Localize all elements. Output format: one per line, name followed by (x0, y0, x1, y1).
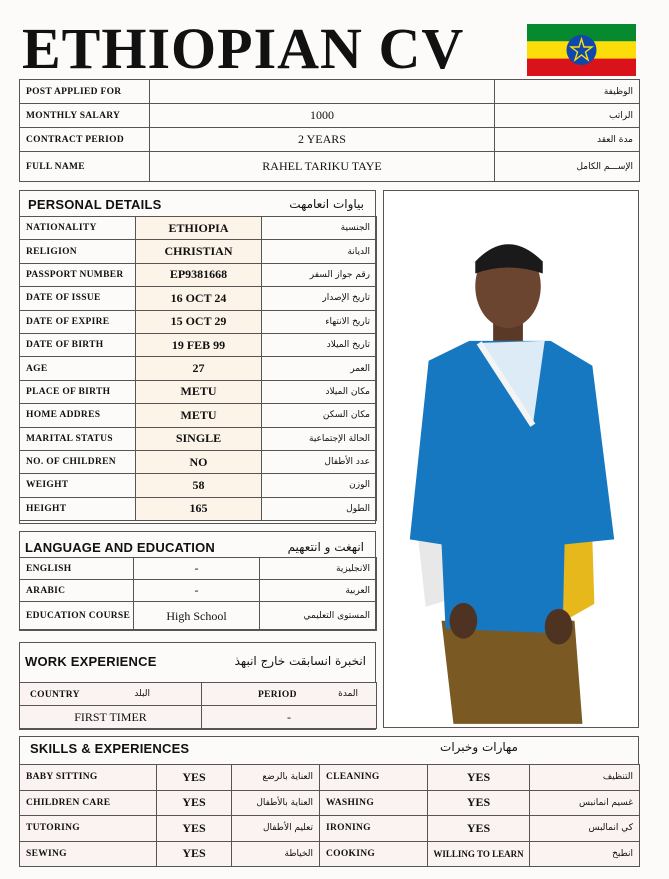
skill-right-label: WASHING (320, 790, 428, 816)
personal-row-value: SINGLE (136, 427, 262, 450)
personal-row-label-ar: مكان الميلاد (262, 380, 377, 403)
work-experience-heading: WORK EXPERIENCE (25, 654, 157, 669)
job-row-label: MONTHLY SALARY (20, 104, 150, 128)
personal-row-value: 27 (136, 357, 262, 380)
job-row (20, 80, 640, 104)
skill-right-label: IRONING (320, 816, 428, 842)
personal-row-label: DATE OF BIRTH (20, 333, 136, 356)
language-education-table (19, 557, 377, 631)
skill-right-label-ar: كي انمالبس (530, 816, 640, 842)
job-row-label-ar: مدة العقد (495, 128, 640, 152)
skill-left-label: TUTORING (20, 816, 157, 842)
personal-row-label: WEIGHT (20, 474, 136, 497)
personal-row (20, 240, 377, 263)
personal-row (20, 497, 377, 520)
personal-row (20, 404, 377, 427)
cv-title: ETHIOPIAN CV (22, 16, 465, 81)
personal-details-heading: PERSONAL DETAILS (28, 197, 162, 212)
personal-row-value: NO (136, 450, 262, 473)
job-row (20, 128, 640, 152)
period-label-ar: المدة (338, 688, 358, 699)
language-row-label: ARABIC (20, 580, 134, 602)
language-row (20, 580, 377, 602)
personal-row-label-ar: الحالة الإجتماعية (262, 427, 377, 450)
skill-left-value: YES (157, 816, 232, 842)
language-row-label: EDUCATION COURSE (20, 602, 134, 631)
personal-row-label-ar: رقم جواز السفر (262, 263, 377, 286)
personal-row-label: HOME ADDRES (20, 404, 136, 427)
personal-details-heading-ar: بياوات انعامهت (289, 197, 364, 211)
job-row-value (150, 80, 495, 104)
language-row-label-ar: المستوى التعليمي (260, 602, 377, 631)
language-row (20, 558, 377, 580)
language-row (20, 602, 377, 631)
language-row-label: ENGLISH (20, 558, 134, 580)
personal-row (20, 357, 377, 380)
personal-row-label: NATIONALITY (20, 217, 136, 240)
candidate-photo (383, 190, 639, 728)
personal-row-label: HEIGHT (20, 497, 136, 520)
personal-row-value: 15 OCT 29 (136, 310, 262, 333)
job-row-label: CONTRACT PERIOD (20, 128, 150, 152)
skill-right-label-ar: انطبخ (530, 841, 640, 867)
skill-left-label: CHILDREN CARE (20, 790, 157, 816)
skills-row (20, 841, 640, 867)
personal-row-label: NO. OF CHILDREN (20, 450, 136, 473)
personal-row-value: 16 OCT 24 (136, 287, 262, 310)
personal-row-value: METU (136, 404, 262, 427)
skills-heading: SKILLS & EXPERIENCES (30, 741, 190, 756)
skills-row (20, 790, 640, 816)
personal-row-label-ar: تاريخ الانتهاء (262, 310, 377, 333)
personal-row-label-ar: الطول (262, 497, 377, 520)
personal-row (20, 217, 377, 240)
language-row-label-ar: العربية (260, 580, 377, 602)
personal-row (20, 333, 377, 356)
job-row-label: FULL NAME (20, 152, 150, 182)
personal-details-table (19, 216, 377, 521)
personal-row-label-ar: عدد الأطفال (262, 450, 377, 473)
personal-row (20, 474, 377, 497)
work-experience-table (19, 682, 377, 729)
skill-right-label-ar: التنظيف (530, 765, 640, 791)
work-period-header (202, 683, 377, 706)
work-period-value: - (202, 706, 377, 729)
job-row-label-ar: الإســـم الكامل (495, 152, 640, 182)
job-row-label-ar: الوظيفة (495, 80, 640, 104)
personal-row (20, 310, 377, 333)
skills-row (20, 765, 640, 791)
skill-left-value: YES (157, 790, 232, 816)
skill-right-value: YES (428, 790, 530, 816)
work-experience-heading-ar: انخبرة انسابقت خارج انبهذ (234, 654, 366, 668)
skill-left-value: YES (157, 841, 232, 867)
skill-right-label: COOKING (320, 841, 428, 867)
skills-heading-ar: مهارات وخبرات (440, 740, 518, 754)
personal-row-label-ar: تاريخ الميلاد (262, 333, 377, 356)
personal-row-value: 165 (136, 497, 262, 520)
work-country-value: FIRST TIMER (20, 706, 202, 729)
language-row-label-ar: الانجليزية (260, 558, 377, 580)
personal-row (20, 380, 377, 403)
personal-row (20, 287, 377, 310)
job-row (20, 104, 640, 128)
personal-row-value: EP9381668 (136, 263, 262, 286)
personal-row-value: CHRISTIAN (136, 240, 262, 263)
personal-row-label: PLACE OF BIRTH (20, 380, 136, 403)
personal-row-label-ar: الجنسية (262, 217, 377, 240)
personal-row-value: METU (136, 380, 262, 403)
ethiopia-flag-icon (527, 24, 636, 76)
skill-left-label-ar: العناية بالرضع (232, 765, 320, 791)
personal-row-label: DATE OF EXPIRE (20, 310, 136, 333)
personal-row (20, 427, 377, 450)
skill-right-value: YES (428, 765, 530, 791)
personal-row-label: DATE OF ISSUE (20, 287, 136, 310)
personal-row-label-ar: العمر (262, 357, 377, 380)
skill-left-label-ar: الخياطة (232, 841, 320, 867)
skill-right-label: CLEANING (320, 765, 428, 791)
personal-row-label: MARITAL STATUS (20, 427, 136, 450)
job-row-value: RAHEL TARIKU TAYE (150, 152, 495, 182)
skills-table (19, 764, 640, 867)
job-row-value: 2 YEARS (150, 128, 495, 152)
job-row-label: POST APPLIED FOR (20, 80, 150, 104)
skill-right-value: WILLING TO LEARN (428, 841, 530, 867)
job-row (20, 152, 640, 182)
period-label: PERIOD (258, 689, 297, 700)
personal-row-label-ar: مكان السكن (262, 404, 377, 427)
country-label-ar: البلد (134, 688, 150, 699)
personal-row-value: ETHIOPIA (136, 217, 262, 240)
personal-row-label-ar: الوزن (262, 474, 377, 497)
skills-row (20, 816, 640, 842)
skill-left-label-ar: تعليم الأطفال (232, 816, 320, 842)
skill-right-label-ar: غسيم انمانبس (530, 790, 640, 816)
skill-left-label: BABY SITTING (20, 765, 157, 791)
personal-row-label-ar: تاريخ الإصدار (262, 287, 377, 310)
job-row-value: 1000 (150, 104, 495, 128)
language-education-heading-ar: انهغت و انتعهيم (287, 540, 364, 554)
personal-row (20, 263, 377, 286)
job-row-label-ar: الراتب (495, 104, 640, 128)
country-label: COUNTRY (30, 689, 80, 700)
language-row-value: - (134, 580, 260, 602)
personal-row-label: AGE (20, 357, 136, 380)
language-education-heading: LANGUAGE AND EDUCATION (25, 540, 216, 555)
personal-row-label: PASSPORT NUMBER (20, 263, 136, 286)
skill-left-value: YES (157, 765, 232, 791)
skill-left-label: SEWING (20, 841, 157, 867)
job-info-table (19, 79, 640, 182)
personal-row-value: 58 (136, 474, 262, 497)
personal-row-label: RELIGION (20, 240, 136, 263)
skill-right-value: YES (428, 816, 530, 842)
personal-row-value: 19 FEB 99 (136, 333, 262, 356)
personal-row (20, 450, 377, 473)
language-row-value: High School (134, 602, 260, 631)
skill-left-label-ar: العناية بالأطفال (232, 790, 320, 816)
language-row-value: - (134, 558, 260, 580)
personal-row-label-ar: الديانة (262, 240, 377, 263)
work-country-header (20, 683, 202, 706)
